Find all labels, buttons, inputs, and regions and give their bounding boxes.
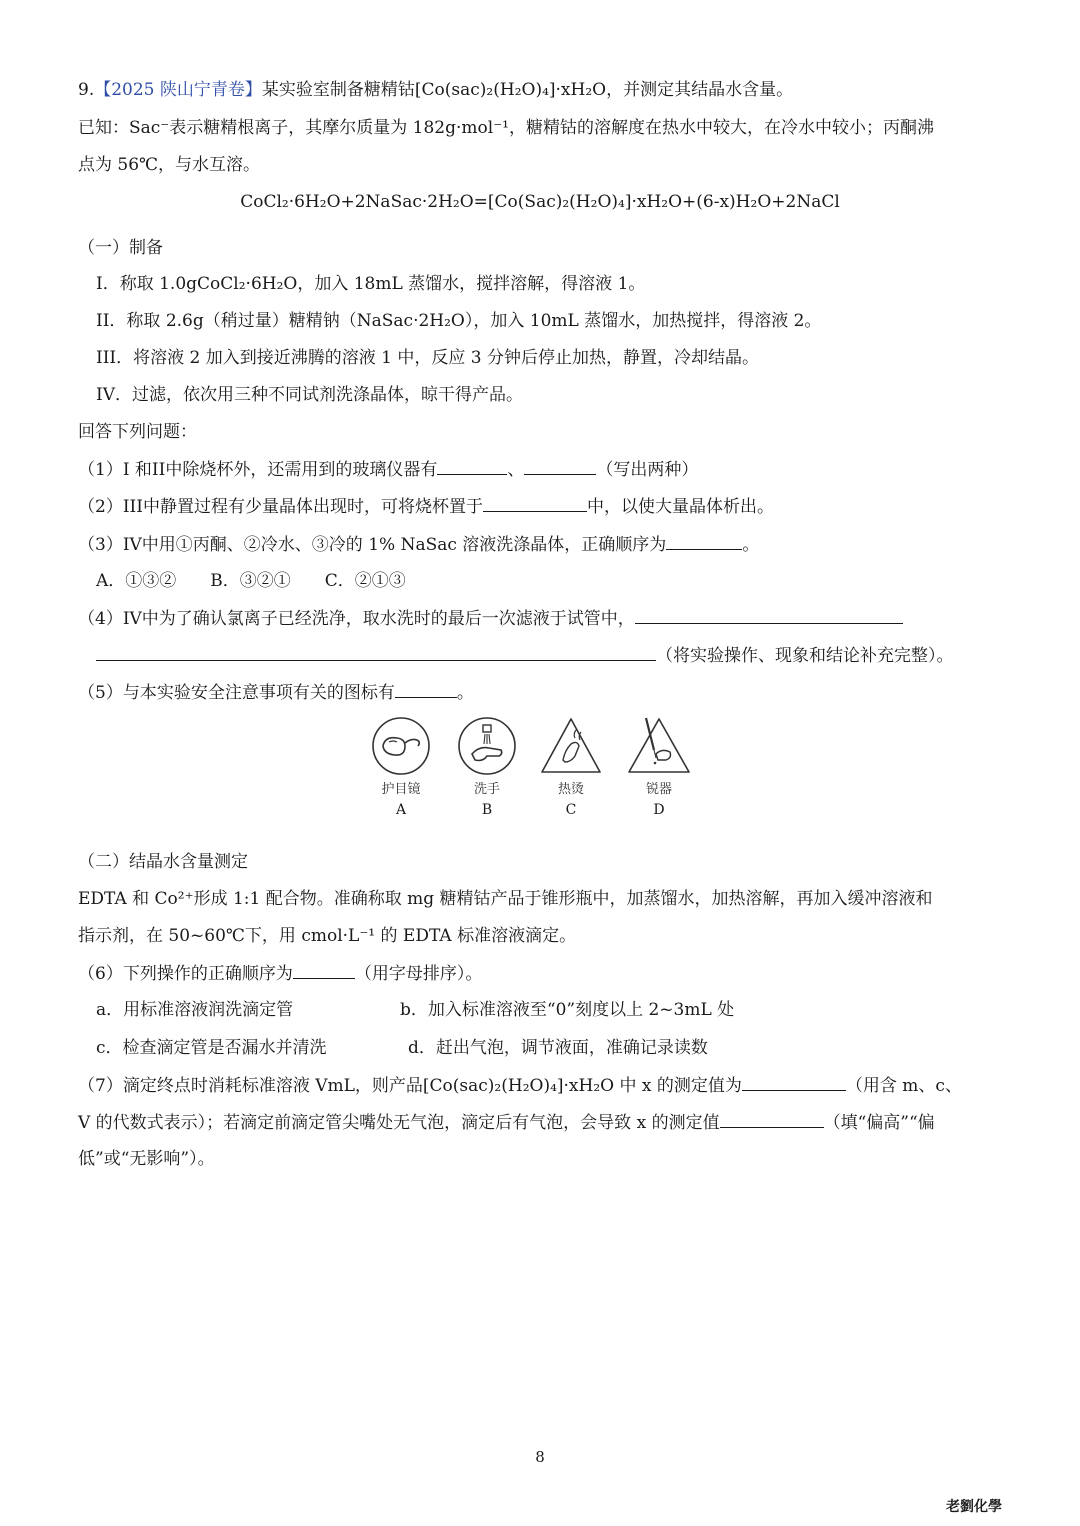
step-4: IV．过滤，依次用三种不同试剂洗涤晶体，晾干得产品。: [96, 385, 523, 405]
answer-blank[interactable]: [395, 680, 457, 698]
icon-letter: D: [653, 802, 665, 818]
known-line-1: 已知：Sac⁻表示糖精根离子，其摩尔质量为 182g·mol⁻¹，糖精钴的溶解度在热水中较大，在冷水中较小；丙酮沸: [78, 118, 934, 138]
q5-text-end: 。: [456, 683, 474, 703]
part2-text-2: 指示剂，在 50~60℃下，用 cmol·L⁻¹ 的 EDTA 标准溶液滴定。: [78, 926, 577, 946]
question-4-cont: [96, 643, 954, 668]
icon-letter: B: [481, 802, 493, 818]
q6-option-d: d．赶出气泡，调节液面，准确记录读数: [408, 1038, 708, 1058]
answer-blank[interactable]: [666, 532, 742, 550]
watermark: 老劉化學: [946, 1499, 1002, 1515]
q2-text-end: 中，以使大量晶体析出。: [586, 497, 774, 517]
goggles-icon: [371, 716, 431, 776]
q7-text-2: V 的代数式表示）；若滴定前滴定管尖嘴处无气泡，滴定后有气泡，会导致 x 的测定值: [78, 1113, 720, 1133]
answer-blank[interactable]: [293, 961, 355, 979]
q4-text: （4）IV中为了确认氯离子已经洗净，取水洗时的最后一次滤液于试管中，: [78, 609, 635, 629]
q4-text-end: （将实验操作、现象和结论补充完整）。: [656, 646, 954, 666]
question-4: [78, 606, 903, 631]
answer-prompt: 回答下列问题：: [78, 422, 197, 442]
answer-blank[interactable]: [483, 494, 587, 512]
source-tag: 【2025 陕山宁青卷】: [94, 80, 262, 100]
safety-icons: [368, 716, 698, 836]
step-3: III．将溶液 2 加入到接近沸腾的溶液 1 中，反应 3 分钟后停止加热，静置，冷却结晶。: [96, 348, 760, 368]
q3-options: A．①③② B．③②① C．②①③: [96, 571, 406, 591]
question-2: [78, 494, 774, 519]
question-intro: 某实验室制备糖精钴[Co(sac)₂(H₂O)₄]·xH₂O，并测定其结晶水含量。: [261, 80, 794, 100]
q3-text: （3）IV中用①丙酮、②冷水、③冷的 1% NaSac 溶液洗涤晶体，正确顺序为: [78, 535, 667, 555]
q7-text-3: （填“偏高”“偏: [823, 1113, 935, 1133]
answer-blank[interactable]: [720, 1110, 824, 1128]
q6-option-b: b．加入标准溶液至“0”刻度以上 2~3mL 处: [400, 1000, 735, 1020]
part2-text-1: EDTA 和 Co²⁺形成 1:1 配合物。准确称取 mg 糖精钴产品于锥形瓶中，加蒸馏水，加热溶解，再加入缓冲溶液和: [78, 889, 933, 909]
q2-text: （2）III中静置过程有少量晶体出现时，可将烧杯置于: [78, 497, 483, 517]
icon-caption: 热烫: [557, 782, 584, 797]
question-header: [78, 78, 793, 102]
step-2: II．称取 2.6g（稍过量）糖精钠（NaSac·2H₂O），加入 10mL 蒸馏水，加热搅拌，得溶液 2。: [96, 311, 822, 331]
question-7: [78, 1073, 962, 1098]
reaction-equation: CoCl₂·6H₂O+2NaSac·2H₂O=[Co(Sac)₂(H₂O)₄]·xH₂O+(6-x)H₂O+2NaCl: [240, 192, 840, 212]
step-1: I．称取 1.0gCoCl₂·6H₂O，加入 18mL 蒸馏水，搅拌溶解，得溶液 1。: [96, 274, 646, 294]
hand-wash-icon: [457, 716, 517, 776]
q7-text-mid: （用含 m、c、: [845, 1076, 962, 1096]
answer-blank[interactable]: [524, 457, 596, 475]
icon-option-d: [626, 716, 692, 818]
icon-caption: 锐器: [645, 782, 672, 797]
question-5: [78, 680, 474, 705]
answer-blank[interactable]: [96, 643, 656, 661]
part2-title: （二）结晶水含量测定: [78, 852, 248, 872]
answer-blank[interactable]: [437, 457, 507, 475]
icon-option-c: [538, 716, 604, 818]
icon-caption: 洗手: [473, 782, 500, 797]
icon-option-a: [368, 716, 434, 818]
q6-text: （6）下列操作的正确顺序为: [78, 964, 293, 984]
question-7-cont: [78, 1110, 935, 1135]
icon-option-b: [454, 716, 520, 818]
question-7-end: 低”或“无影响”）。: [78, 1149, 215, 1169]
known-line-2: 点为 56℃，与水互溶。: [78, 155, 261, 175]
question-number: 9.: [78, 80, 95, 100]
question-1: [78, 457, 698, 482]
q6-option-c: c．检查滴定管是否漏水并清洗: [96, 1038, 327, 1058]
icon-caption: 护目镜: [381, 782, 421, 797]
answer-blank[interactable]: [742, 1073, 846, 1091]
answer-blank[interactable]: [635, 606, 903, 624]
q3-text-end: 。: [742, 535, 760, 555]
hot-surface-icon: [539, 716, 603, 776]
question-6: [78, 961, 482, 986]
sharp-object-icon: [626, 716, 692, 776]
question-3: [78, 532, 759, 557]
q7-text: （7）滴定终点时消耗标准溶液 VmL，则产品[Co(sac)₂(H₂O)₄]·xH₂O 中 x 的测定值为: [78, 1076, 742, 1096]
q6-text-end: （用字母排序）。: [354, 964, 483, 984]
page-number: 8: [535, 1448, 545, 1466]
part1-title: （一）制备: [78, 238, 163, 258]
q5-text: （5）与本实验安全注意事项有关的图标有: [78, 683, 395, 703]
icon-letter: A: [395, 802, 407, 818]
q1-sep: 、: [507, 460, 525, 480]
q1-note: （写出两种）: [596, 460, 699, 480]
q1-text: （1）I 和II中除烧杯外，还需用到的玻璃仪器有: [78, 460, 438, 480]
q6-option-a: a．用标准溶液润洗滴定管: [96, 1000, 294, 1020]
icon-letter: C: [565, 802, 577, 818]
